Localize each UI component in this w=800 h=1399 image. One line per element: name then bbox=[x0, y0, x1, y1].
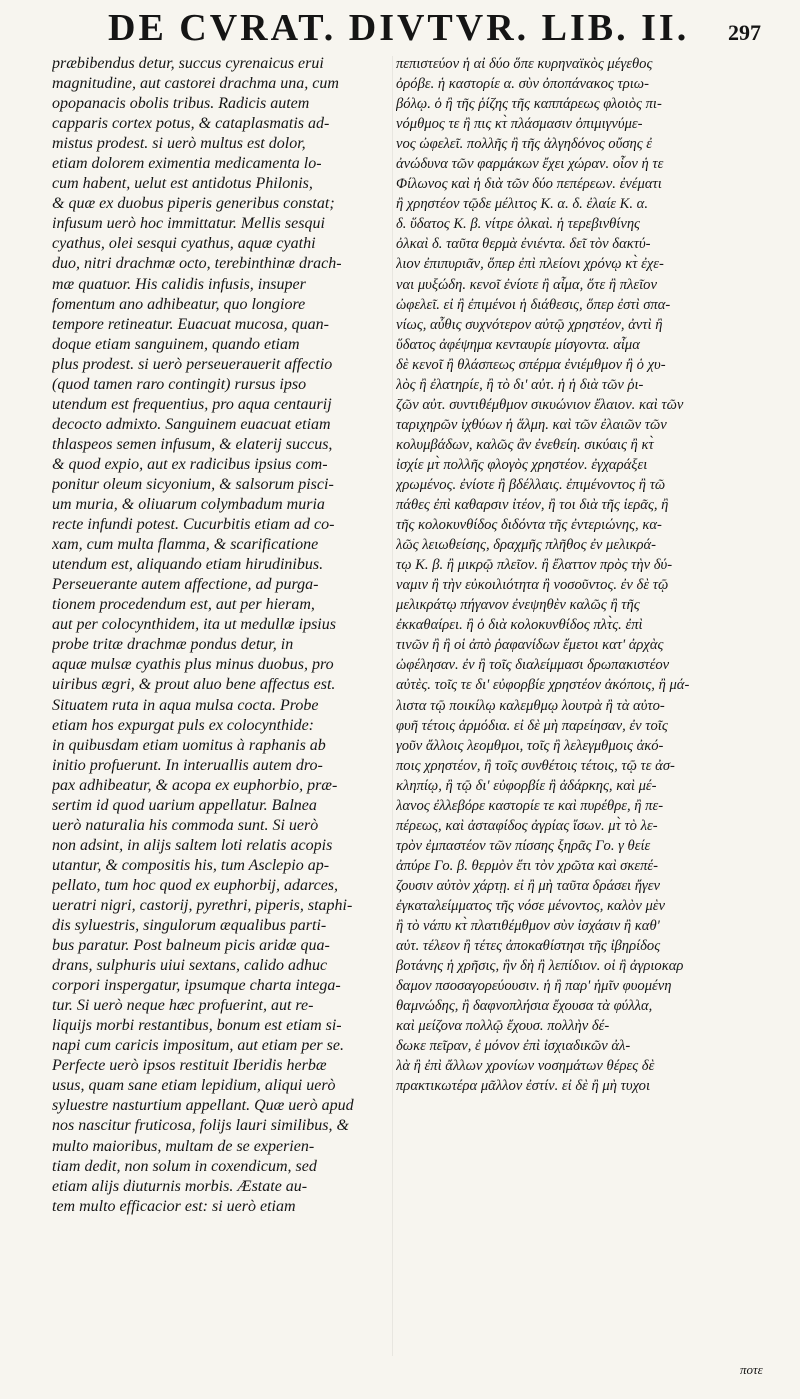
greek-text-line: τῆς κολοκυνθίδος διδόντα τῆς ἐντεριώνης, κα- bbox=[396, 517, 662, 534]
greek-text-line: μελικράτῳ πήγανον ἐνεψηθὲν καλῶς ἢ τῆς bbox=[396, 597, 640, 614]
greek-text-line: ναι μυξώδη. κενοῖ ἐνίοτε ἢ αἷμα, ὅτε ἢ πλεῖον bbox=[396, 276, 657, 293]
latin-text-line: um muria, & oliuarum colymbadum muria bbox=[52, 496, 325, 514]
greek-text-line: ναμιν ἢ τὴν εὐκοιλιότητα ἢ νοσοῦντος. ἐν δὲ τῷ bbox=[396, 577, 669, 594]
latin-text-line: tiam dedit, non solum in coxendicum, sed bbox=[52, 1157, 317, 1175]
latin-text-line: syluestre nasturtium appellant. Quæ uerò apud bbox=[52, 1097, 354, 1115]
greek-text-line: τρὸν ἐμπαστέον τῶν πίσσης ξηρᾶς Γο. γ θείε bbox=[396, 837, 651, 854]
latin-text-line: mistus prodest. si uerò multus est dolor, bbox=[52, 135, 306, 153]
latin-text-line: capparis cortex potus, & cataplasmatis ad- bbox=[52, 115, 330, 133]
greek-text-line: ἐγκαταλείμματος τῆς νόσε μένοντος, καλὸν μὲν bbox=[396, 897, 666, 914]
latin-text-line: plus prodest. si uerò perseuerauerit affectio bbox=[52, 355, 333, 373]
latin-text-line: & quæ ex duobus piperis generibus constat; bbox=[52, 195, 335, 213]
latin-text-line: aut per colocynthidem, ita ut medullæ ipsius bbox=[52, 616, 336, 634]
greek-text-line: βοτάνης ἡ χρῆσις, ἣν δὴ ἢ λεπίδιον. οἱ ἢ ἀγριοκαρ bbox=[396, 958, 684, 975]
greek-text-line: ζουσιν αὐτὸν χάρτῃ. εἰ ἢ μὴ ταῦτα δράσει ἤγεν bbox=[396, 877, 660, 894]
latin-text-line: liquijs morbi restantibus, bonum est etiam si- bbox=[52, 1017, 342, 1035]
latin-text-line: opopanacis obolis tribus. Radicis autem bbox=[52, 95, 310, 113]
latin-text-line: utantur, & compositis his, tum Asclepio ap- bbox=[52, 856, 330, 874]
latin-text-line: infusum uerò hoc immittatur. Mellis sesqui bbox=[52, 215, 325, 233]
greek-text-line: τινῶν ἢ ἢ οἱ ἀπὸ ῥαφανίδων ἔμετοι κατ' ἀρχὰς bbox=[396, 637, 664, 654]
latin-text-line: etiam alijs diuturnis morbis. Æstate au- bbox=[52, 1177, 308, 1195]
greek-text-line: δαμον πσοσαγορεύουσιν. ἡ ἢ παρ' ἡμῖν φυομένη bbox=[396, 978, 672, 995]
latin-text-line: duo, nitri drachmæ octo, terebinthinæ drach- bbox=[52, 255, 342, 273]
greek-text-line: ὠφέλησαν. ἐν ἢ τοῖς διαλείμμασι δρωπακιστέον bbox=[396, 657, 670, 674]
latin-text-line: cum habent, uelut est antidotus Philonis, bbox=[52, 175, 313, 193]
greek-text-line: κληπίῳ, ἢ τῷ δι' εὐφορβίε ἢ ἀδάρκης, καὶ μέ- bbox=[396, 777, 657, 794]
greek-text-line: πάθες ἐπὶ καθαρσιν ἰτέον, ἢ τοι διὰ τῆς ἱερᾶς, ἢ bbox=[396, 497, 669, 514]
greek-text-line: κολυμβάδων, καλῶς ἂν ἐνεθείη. σικύαις ἢ κτ̀ bbox=[396, 436, 654, 453]
greek-text-line: λῶς λειωθείσης, δραχμῆς πλῆθος ἐν μελικρά- bbox=[396, 537, 657, 554]
latin-text-line: utendum est frequentius, pro aqua centaurij bbox=[52, 395, 332, 413]
greek-text-line: θαμνώδης, ἢ δαφνοπλήσια ἔχουσα τὰ φύλλα, bbox=[396, 998, 653, 1015]
greek-text-line: γοῦν ἄλλοις λεομθμοι, τοῖς ἢ λελεγμθμοις ἀκό- bbox=[396, 737, 664, 754]
greek-text-line: λιστα τῷ ποικίλῳ καλεμθμῳ λουτρὰ ἢ τὰ αὐτο- bbox=[396, 697, 665, 714]
latin-text-line: doque etiam sanguinem, quando etiam bbox=[52, 335, 300, 353]
greek-text-line: πέρεως, καὶ ἀσταφίδος ἀγρίας ἴσων. μτ̀ τὸ λε- bbox=[396, 817, 658, 834]
greek-text-line: καὶ μείζονα πολλῷ ἔχουσ. πολλὴν δέ- bbox=[396, 1018, 610, 1035]
latin-text-line: ponitur oleum sicyonium, & salsorum pisci- bbox=[52, 475, 334, 493]
greek-text-column bbox=[396, 54, 768, 1096]
latin-text-line: thlaspeos semen infusum, & elaterij succus, bbox=[52, 435, 333, 453]
latin-text-line: præbibendus detur, succus cyrenaicus erui bbox=[52, 55, 324, 72]
latin-text-line: aquæ mulsæ cyathis plus minus duobus, pro bbox=[52, 656, 334, 674]
latin-text-line: (quod tamen raro contingit) rursus ipso bbox=[52, 375, 307, 393]
latin-text-line: usus, quam sane etiam lepidium, aliqui uerò bbox=[52, 1077, 336, 1095]
greek-text-line: ἢ χρηστέον τῷδε μέλιτος Κ. α. δ. ἐλαίε Κ. α. bbox=[396, 196, 648, 213]
latin-text-line: initio profuerunt. In interuallis autem dro- bbox=[52, 756, 323, 774]
greek-text-line: λὸς ἢ ἐλατηρίε, ἢ τὸ δι' αὐτ. ἡ ἡ διὰ τῶν ῥι- bbox=[396, 376, 644, 393]
greek-text-line: νίως, αὖθις συχνότερον αὐτῷ χρηστέον, ἀντὶ ἢ bbox=[396, 316, 663, 333]
latin-text-line: tem multo efficacior est: si uerò etiam bbox=[52, 1197, 296, 1215]
greek-text-line: ἀνώδυνα τῶν φαρμάκων ἔχει χώραν. οἷον ἡ τε bbox=[396, 156, 664, 173]
latin-text-line: recte infundi potest. Cucurbitis etiam ad co- bbox=[52, 516, 335, 534]
greek-text-line: νόμθμος τε ἢ πις κτ̀ πλάσμασιν ὀπιμιγνύμε- bbox=[396, 116, 643, 133]
greek-text-line: αὑτ. τέλεον ἢ τέτες ἀποκαθίστησι τῆς ἰβηρίδος bbox=[396, 938, 661, 955]
latin-text-line: probe tritæ drachmæ pondus detur, in bbox=[52, 636, 294, 654]
greek-text-line: ὠφελεῖ. εἰ ἢ ἐπιμένοι ἡ διάθεσις, ὅπερ ἐστὶ σπα- bbox=[396, 296, 671, 313]
catchword: ποτε bbox=[740, 1362, 763, 1377]
latin-text-line: tempore retineatur. Euacuat mucosa, quan- bbox=[52, 315, 329, 333]
column-gutter bbox=[392, 56, 393, 1356]
greek-text-line: Φίλωνος καὶ ἡ διὰ τῶν δύο πεπέρεων. ἐνέματι bbox=[396, 176, 662, 193]
greek-text-line: ἰσχίε μτ̀ πολλῆς φλογὸς χρηστέον. ἐγχαράξει bbox=[396, 456, 648, 473]
latin-text-line: uerò naturalia his commoda sunt. Si uerò bbox=[52, 816, 319, 834]
latin-text-line: magnitudine, aut castorei drachma una, cum bbox=[52, 75, 339, 93]
greek-text-line: λὰ ἢ ἐπὶ ἄλλων χρονίων νοσημάτων θέρες δὲ bbox=[396, 1058, 655, 1075]
greek-text-line: νος ὠφελεῖ. πολλῆς ἢ τῆς ἀλγηδόνος οὔσης ἐ bbox=[396, 136, 653, 153]
latin-text-line: Perfecte uerò ipsos restituit Iberidis herbæ bbox=[52, 1057, 327, 1075]
greek-text-line: φυῆ τέτοις ἁρμόδια. εἰ δὲ μὴ παρείησαν, ἐν τοῖς bbox=[396, 717, 668, 734]
greek-text-line: βόλῳ. ὁ ἢ τῆς ῥίζης τῆς καππάρεως φλοιὸς πι- bbox=[396, 96, 662, 113]
greek-text-line: ὕδατος ἀφέψημα κενταυρίε μίσγοντα. αἷμα bbox=[396, 336, 640, 353]
greek-text-line: ποις χρηστέον, ἢ τοῖς συνθέτοις τέτοις, τῷ τε ἀσ- bbox=[396, 757, 675, 774]
latin-text-line: Perseuerante autem affectione, ad purga- bbox=[52, 576, 319, 594]
latin-text-line: pax adhibeatur, & acopa ex euphorbio, præ- bbox=[52, 776, 338, 794]
greek-text-line: ἢ τὸ νάπυ κτ̀ πλατιθέμθμον σὺν ἰσχάσιν ἢ καθ' bbox=[396, 918, 660, 935]
greek-text-line: ὀλκαὶ δ. ταῦτα θερμὰ ἐνιέντα. δεῖ τὸν δακτύ- bbox=[396, 236, 651, 253]
latin-text-line: ueratri nigri, castorij, pyrethri, piperis, staphi- bbox=[52, 896, 353, 914]
latin-text-line: in quibusdam etiam uomitus à raphanis ab bbox=[52, 736, 326, 754]
latin-text-line: xam, cum multa flamma, & scarificatione bbox=[52, 536, 319, 554]
greek-text-line: αὐτὲς. τοῖς τε δι' εὐφορβίε χρηστέον ἀκόποις, ἢ μά- bbox=[396, 677, 690, 694]
latin-text-line: cyathus, olei sesqui cyathus, aquæ cyathi bbox=[52, 235, 316, 253]
page-number: 297 bbox=[728, 20, 761, 45]
greek-text-line: ζῶν αὐτ. συντιθέμθμον σικυώνιον ἔλαιον. καὶ τῶν bbox=[396, 396, 684, 413]
latin-text-line: dis syluestris, singulorum æqualibus parti- bbox=[52, 917, 327, 935]
latin-text-line: fomentum ano adhibeatur, quo longiore bbox=[52, 295, 306, 313]
greek-text-line: πρακτικωτέρα μᾶλλον ἐστίν. εἰ δὲ ἢ μὴ τυχοι bbox=[396, 1078, 651, 1095]
latin-text-line: tur. Si uerò neque hæc profuerint, aut re- bbox=[52, 997, 314, 1015]
greek-text-line: ἀπύρε Γο. β. θερμὸν ἔτι τὸν χρῶτα καὶ σκεπέ- bbox=[396, 857, 659, 874]
greek-text-line: δ. ὕδατος Κ. β. νίτρε ὀλκαὶ. ἡ τερεβινθίνης bbox=[396, 216, 640, 233]
latin-text-line: non adsint, in alijs saltem loti relatis acopis bbox=[52, 836, 333, 854]
greek-text-line: δωκε πεῖραν, ἐ μόνον ἐπὶ ἰσχιαδικῶν ἀλ- bbox=[396, 1038, 631, 1055]
greek-text-line: λανος ἐλλεβόρε καστορίε τε καὶ πυρέθρε, ἢ πε- bbox=[396, 797, 664, 814]
latin-text-line: sertim id quod uarium appellatur. Balnea bbox=[52, 796, 317, 814]
latin-text-line: napi cum caricis impositum, aut etiam per se. bbox=[52, 1037, 344, 1055]
latin-text-line: decocto admixto. Sanguinem euacuat etiam bbox=[52, 415, 331, 433]
greek-text-line: πεπιστεύον ἡ αἰ δύο ὅπε κυρηναϊκὸς μέγεθος bbox=[396, 56, 653, 72]
latin-text-line: pellato, tum hoc quod ex euphorbij, adarces, bbox=[52, 876, 339, 894]
latin-text-line: & quod expio, aut ex radicibus ipsius com- bbox=[52, 455, 328, 473]
latin-text-column bbox=[52, 54, 390, 1217]
greek-text-line: τῳ Κ. β. ἢ μικρῷ πλεῖον. ἢ ἔλαττον πρὸς τὴν δύ- bbox=[396, 557, 673, 574]
latin-text-line: etiam dolorem eximentia medicamenta lo- bbox=[52, 155, 322, 173]
latin-text-line: tionem procedendum est, aut per hieram, bbox=[52, 596, 315, 614]
latin-text-line: mæ quatuor. His calidis infusis, insuper bbox=[52, 275, 306, 293]
latin-text-line: etiam hos expurgat puls ex colocynthide: bbox=[52, 716, 314, 734]
greek-text-line: χρωμένος. ἐνίοτε ἢ βδέλλαις. ἐπιμένοντος ἢ τῶ bbox=[396, 476, 666, 493]
greek-text-line: δὲ κενοῖ ἢ θλάσπεως σπέρμα ἐνιέμθμον ἢ ὁ χυ- bbox=[396, 356, 666, 373]
latin-text-line: drans, sulphuris uiui sextans, calido adhuc bbox=[52, 957, 328, 975]
latin-text-line: corpori inspergatur, ipsumque charta intega- bbox=[52, 977, 341, 995]
latin-text-line: uiribus ægri, & prout aluo bene affectus est. bbox=[52, 676, 336, 694]
latin-text-line: nos nascitur fruticosa, folijs lauri similibus, & bbox=[52, 1117, 349, 1135]
greek-text-line: ὀρόβε. ἡ καστορίε α. σὺν ὀποπάνακος τριω- bbox=[396, 76, 649, 93]
latin-text-line: multo maioribus, multam de se experien- bbox=[52, 1137, 315, 1155]
latin-text-line: Situatem ruta in aqua mulsa cocta. Probe bbox=[52, 696, 319, 714]
greek-text-line: ταριχηρῶν ἰχθύων ἡ ἅλμη. καὶ τῶν ἐλαιῶν τῶν bbox=[396, 416, 667, 433]
greek-text-line: ἐκκαθαίρει. ἢ ὁ διὰ κολοκυνθίδος πλτ̀ς. ἐπὶ bbox=[396, 617, 643, 634]
latin-text-line: bus paratur. Post balneum picis aridæ qua- bbox=[52, 937, 330, 955]
latin-text-line: utendum est, aliquando etiam hirudinibus. bbox=[52, 556, 324, 574]
greek-text-line: λιον ἐπιπυριᾶν, ὅπερ ἐπὶ πλείονι χρόνῳ κτ̀ ἐχε- bbox=[396, 256, 664, 273]
running-title: DE CVRAT. DIVTVR. LIB. II. bbox=[108, 7, 690, 49]
